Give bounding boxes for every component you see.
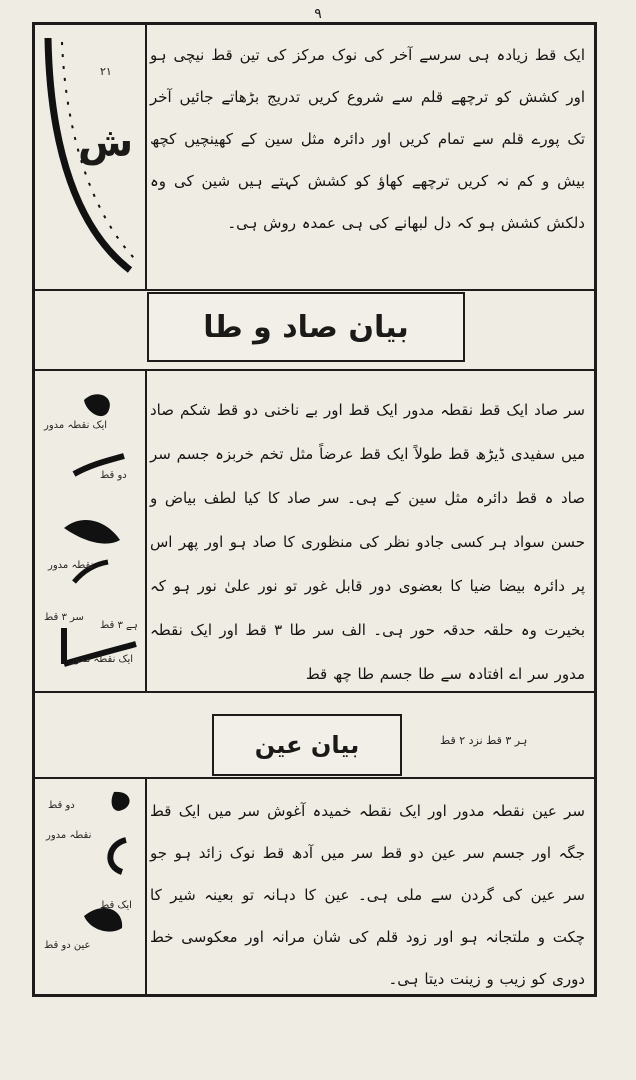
section2-note-5: ہے ۳ قط	[100, 620, 138, 631]
section3-paragraph: سر عین نقطہ مدور اور ایک نقطہ خمیدہ آغوش سر میں ایک قط جگہ اور جسم سر عین دو قط سر میں آدھ قط نوک زائد ہو جو سر عین کی گردن سے ملی ہی۔ عین کا دہانہ تو بعینہ شیر کا چکت و ملتجانہ ہو اور زود قلم کی شان مرانہ اور معکوسی خط دوری کو زیب و زینت دیتا ہی۔	[150, 802, 585, 988]
section3-note-2: نقطہ مدور	[46, 830, 92, 841]
section3-note-3: ایک قط	[100, 900, 132, 911]
section3-note-1: دو قط	[48, 800, 75, 811]
section2-paragraph: سر صاد ایک قط نقطہ مدور ایک قط اور بے ناخنی دو قط شکم صاد میں سفیدی ڈیڑھ قط طولاً ایک قط عرضاً مثل تخم خربزہ جسم سر صاد ہ قط دائرہ مثل سین کے ہی۔ سر صاد کا کیا لطف بیاض و حسن سواد ہر کسی جادو نظر کی منظوری کا صاد ہو اور پھر اس پر دائرہ بیضا ضیا کا بعضوی دور قابل غور تو نور علیٰ نور ہو کہ بخیرت وہ حلقہ حدقہ حور ہی۔ الف سر طا ۳ قط اور ایک نقطہ مدور سر اے افتادہ سے طا جسم طا چھ قط	[150, 401, 585, 683]
column-divider-2	[145, 369, 147, 691]
shin-letter-mark: ش	[78, 120, 134, 166]
section3-note-4: عین دو قط	[44, 940, 91, 951]
section2-note-4: سر ۳ قط	[44, 612, 84, 623]
section2-note-1: ایک نقطہ مدور	[44, 420, 108, 431]
section2-note-6: ایک نقطہ مدور	[70, 654, 134, 665]
section3-heading-box	[212, 714, 402, 776]
section3-annotation: ہر ۳ قط نزد ۲ قط	[440, 734, 528, 747]
section2-note-3: نقطہ مدور	[48, 560, 94, 571]
page-number: ۹	[314, 6, 322, 22]
section2-heading-box	[147, 292, 465, 362]
column-divider-3	[145, 777, 147, 994]
section3-heading: بیان عین	[254, 731, 360, 759]
svg-text:۲۱: ۲۱	[100, 65, 112, 78]
section2-heading: بیان صاد و طا	[203, 309, 409, 345]
section1-paragraph: ایک قط زیادہ ہی سرسے آخر کی نوک مرکز کی تین قط نیچی ہو اور کشش کو ترچھے قلم سے شروع کریں تدریج بڑھاتے جائیں آخر تک پورے قلم سے تمام کریں اور دائرہ مثل سین کے کھینچیں کچھ بیش و کم نہ کریں ترچھے کھاؤ کو کشش کہتے ہیں شین کی وہ دلکش کشش ہو کہ دل لبھانے کی ہی عمدہ روش ہی۔	[150, 46, 585, 232]
column-divider-1	[145, 25, 147, 289]
divider-4	[35, 777, 594, 779]
section2-note-2: دو قط	[100, 470, 127, 481]
divider-2	[35, 369, 594, 371]
divider-1	[35, 289, 594, 291]
